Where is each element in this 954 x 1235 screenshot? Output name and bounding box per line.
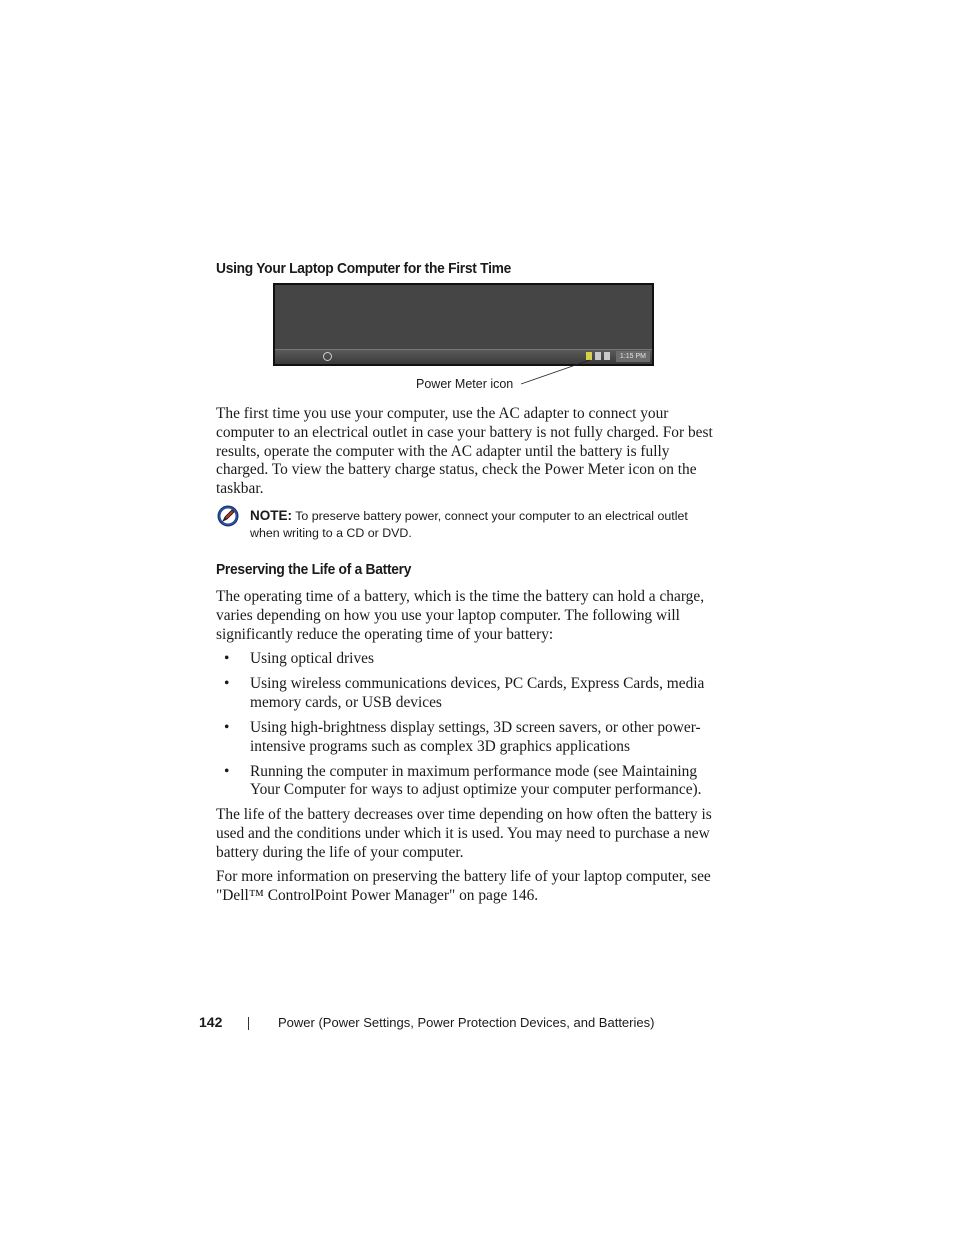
chapter-title: Power (Power Settings, Power Protection Devices, and Batteries) xyxy=(278,1015,655,1030)
note-text xyxy=(250,507,712,542)
note-pencil-icon xyxy=(217,505,239,527)
footer-divider xyxy=(248,1017,249,1030)
list-item xyxy=(216,763,716,801)
section-heading-first-time: Using Your Laptop Computer for the First Time xyxy=(216,260,512,277)
list-item-text: Using optical drives xyxy=(250,650,374,667)
page-number: 142 xyxy=(199,1014,223,1030)
list-item xyxy=(216,675,716,713)
bullet-icon: • xyxy=(224,718,230,736)
paragraph-more-info: For more information on preserving the battery life of your laptop computer, see "Dell™ ControlPoint Power Manager" on page 146. xyxy=(216,868,711,904)
power-meter-callout: Power Meter icon xyxy=(416,377,514,391)
paragraph-first-time: The first time you use your computer, use the AC adapter to connect your computer to an electrical outlet in case your battery is not fully charged. For best results, operate the computer with the AC adapter until the battery is fully charged. To view the battery charge status, check the Power Meter icon on the taskbar. xyxy=(216,405,713,498)
taskbar-clock: 1:15 PM xyxy=(616,351,650,362)
bullet-icon: • xyxy=(224,762,230,780)
note-body: To preserve battery power, connect your computer to an electrical outlet when writing to a CD or DVD. xyxy=(250,509,688,540)
callout-leader-line xyxy=(0,0,954,400)
list-item xyxy=(216,719,716,757)
note-label: NOTE: xyxy=(250,508,292,523)
section-heading-preserving: Preserving the Life of a Battery xyxy=(216,561,412,578)
list-item-text: Using high-brightness display settings, 3D screen savers, or other power-intensive programs such as complex 3D graphics applications xyxy=(250,718,701,755)
bullet-icon: • xyxy=(224,674,230,692)
list-item-text: Running the computer in maximum performance mode (see Maintaining Your Computer for ways to adjust optimize your computer performance). xyxy=(250,762,702,799)
paragraph-operating-time: The operating time of a battery, which is the time the battery can hold a charge, varies depending on how you use your laptop computer. The following will significantly reduce the operating time of your battery: xyxy=(216,588,705,643)
bullet-icon: • xyxy=(224,650,230,667)
paragraph-battery-life: The life of the battery decreases over time depending on how often the battery is used and the conditions under which it is used. You may need to purchase a new battery during the life of your computer. xyxy=(216,806,712,861)
list-item xyxy=(216,650,716,669)
battery-drain-list xyxy=(216,650,716,806)
list-item-text: Using wireless communications devices, PC Cards, Express Cards, media memory cards, or USB devices xyxy=(250,674,705,711)
